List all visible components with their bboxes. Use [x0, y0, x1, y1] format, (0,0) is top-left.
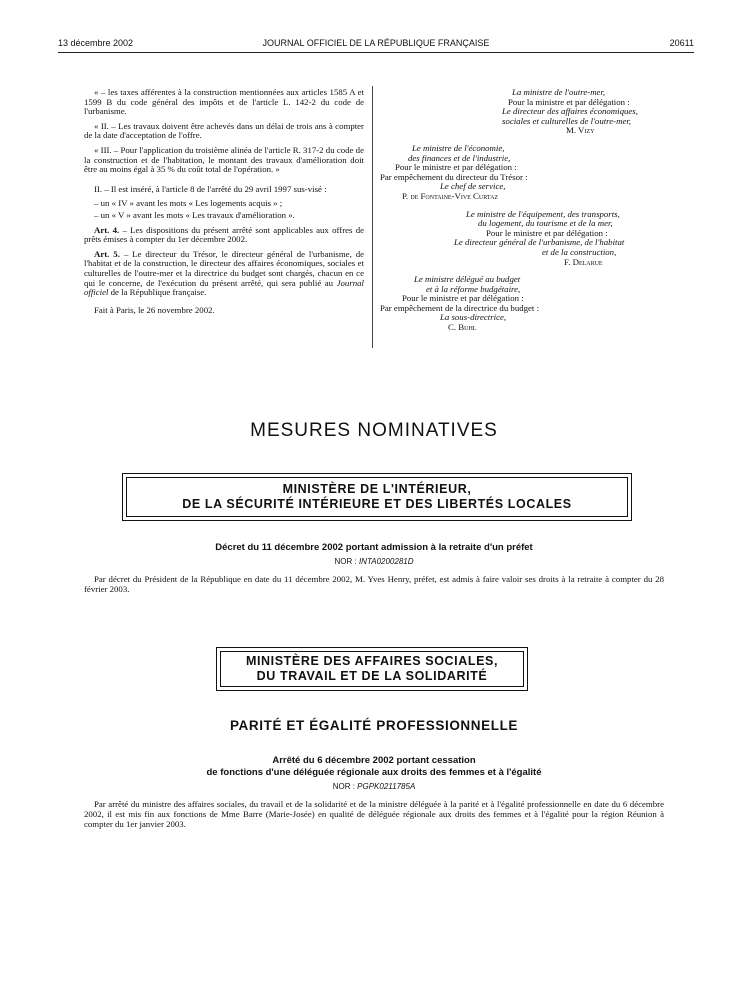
nor-reference — [0, 557, 748, 566]
arrete-title-line-2: de fonctions d'une déléguée régionale aux droits des femmes et à l'égalité — [206, 767, 542, 778]
ministry-name-line-2: DU TRAVAIL ET DE LA SOLIDARITÉ — [256, 669, 488, 683]
sig-delegation: Pour le ministre et par délégation : — [395, 162, 517, 173]
paragraph-taxes: « – les taxes afférentes à la construction mentionnées aux articles 1585 A et 1599 B du code général des impôts et de l'article L. 142-2 du code de l'urbanisme. — [84, 87, 364, 117]
nor-code: PGPK0211785A — [357, 782, 416, 791]
ministry-name-line-1: MINISTÈRE DES AFFAIRES SOCIALES, — [245, 654, 499, 668]
sig-name: F. Delarue — [564, 256, 603, 267]
sig-title: Le ministre de l'équipement, des transports, — [466, 208, 620, 219]
header-journal-title: JOURNAL OFFICIEL DE LA RÉPUBLIQUE FRANÇAISE — [262, 38, 490, 48]
paragraph-article-8: II. – Il est inséré, à l'article 8 de l'arrêté du 29 avril 1997 sus-visé : — [94, 183, 327, 194]
header-rule — [58, 52, 694, 53]
sig-role: et de la construction, — [542, 246, 617, 257]
ministry-name-line-1: MINISTÈRE DE L'INTÉRIEUR, — [282, 482, 472, 496]
journal-officiel-italic: Journal officiel — [84, 277, 364, 298]
section-heading-mesures: MESURES NOMINATIVES — [250, 420, 498, 441]
sig-delegation: Pour le ministre et par délégation : — [402, 293, 524, 304]
signature-economie — [380, 144, 670, 202]
nor-code: INTA0200281D — [358, 557, 414, 566]
signature-outre-mer — [380, 88, 670, 136]
left-column — [84, 88, 364, 320]
sig-title: Le ministre délégué au budget — [414, 274, 521, 285]
sig-title: La ministre de l'outre-mer, — [512, 87, 606, 97]
sig-delegation: Par empêchement du directeur du Trésor : — [380, 171, 528, 182]
sig-title: des finances et de l'industrie, — [408, 152, 511, 163]
column-divider — [372, 86, 373, 348]
sig-delegation: Pour le ministre et par délégation : — [486, 227, 608, 238]
nor-label: NOR : — [334, 557, 359, 566]
article-5-text-a: – Le directeur du Trésor, le directeur général de l'urbanisme, de l'habitat et de la construction, le directeur des affaires économiques, sociales et culturelles de l'outre-mer et la directrice du budget sont chargés, chacun en ce qui le concerne, de l'exécution du présent arrêté, qui sera publié au — [84, 248, 364, 288]
list-item-iv: – un « IV » avant les mots « Les logements acquis » ; — [94, 198, 283, 209]
ministry-box-interieur — [122, 473, 632, 521]
decree-body: Par décret du Président de la République en date du 11 décembre 2002, M. Yves Henry, préfet, est admis à faire valoir ses droits à la retraite à compter du 28 février 2003. — [84, 574, 664, 594]
article-5-text-b: de la République française. — [108, 287, 207, 298]
sig-name: M. Vizy — [566, 125, 595, 136]
sig-delegation: Par empêchement de la directrice du budget : — [380, 302, 540, 313]
signatures-column — [380, 88, 670, 341]
header-date: 13 décembre 2002 — [58, 38, 134, 48]
sig-name: C. Buhl — [448, 322, 477, 333]
section-heading-parite: PARITÉ ET ÉGALITÉ PROFESSIONNELLE — [229, 718, 519, 733]
nor-label: NOR : — [332, 782, 358, 791]
sig-title: Le ministre de l'économie, — [412, 142, 505, 153]
article-5-label: Art. 5. — [94, 248, 120, 259]
signature-equipement — [380, 210, 670, 268]
header-page-number: 20611 — [669, 38, 694, 48]
sig-role: Le directeur des affaires économiques, — [502, 106, 638, 117]
sig-title: du logement, du tourisme et de la mer, — [478, 218, 613, 229]
article-4-text: – Les dispositions du présent arrêté sont applicables aux offres de prêts émises à compter du 1er décembre 2002. — [84, 224, 365, 245]
arrete-title-line-1: Arrêté du 6 décembre 2002 portant cessation — [272, 755, 476, 766]
arrete-body: Par arrêté du ministre des affaires sociales, du travail et de la solidarité et de la ministre déléguée à la parité et à l'égalité professionnelle en date du 6 décembre 2002, il est mis fin aux fonctions de Mme Barre (Marie-Josée) en qualité de déléguée régionale aux droits des femmes et à l'égalité pour la région Réunion à compter du 1er janvier 2003. — [84, 799, 664, 829]
list-item-v: – un « V » avant les mots « Les travaux d'amélioration ». — [94, 209, 295, 220]
sig-role: sociales et culturelles de l'outre-mer, — [502, 115, 631, 126]
paragraph-ii: « II. – Les travaux doivent être achevés dans un délai de trois ans à compter de la date d'acceptation de l'offre. — [84, 120, 364, 141]
ministry-box-affaires-sociales — [216, 647, 528, 691]
fait-a-paris: Fait à Paris, le 26 novembre 2002. — [94, 304, 215, 315]
sig-role: Le chef de service, — [440, 181, 506, 192]
sig-title: et à la réforme budgétaire, — [426, 283, 521, 294]
decree-title: Décret du 11 décembre 2002 portant admission à la retraite d'un préfet — [215, 542, 533, 553]
sig-delegation: Pour la ministre et par délégation : — [508, 96, 630, 107]
ministry-name-line-2: DE LA SÉCURITÉ INTÉRIEURE ET DES LIBERTÉS LOCALES — [182, 497, 572, 511]
nor-reference — [0, 782, 748, 791]
paragraph-iii: « III. – Pour l'application du troisième alinéa de l'article R. 317-2 du code de la construction et de l'habitation, le montant des travaux d'amélioration doit être au moins égal à 35 % du coût total de l'opération. » — [84, 144, 364, 175]
sig-name: P. de Fontaine-Vive Curtaz — [402, 190, 499, 201]
article-5 — [84, 250, 364, 298]
sig-role: Le directeur général de l'urbanisme, de l'habitat — [454, 237, 625, 248]
article-4 — [84, 226, 364, 245]
article-4-label: Art. 4. — [94, 224, 120, 235]
page-header — [58, 38, 694, 52]
signature-budget — [380, 275, 670, 333]
sig-role: La sous-directrice, — [440, 312, 507, 323]
